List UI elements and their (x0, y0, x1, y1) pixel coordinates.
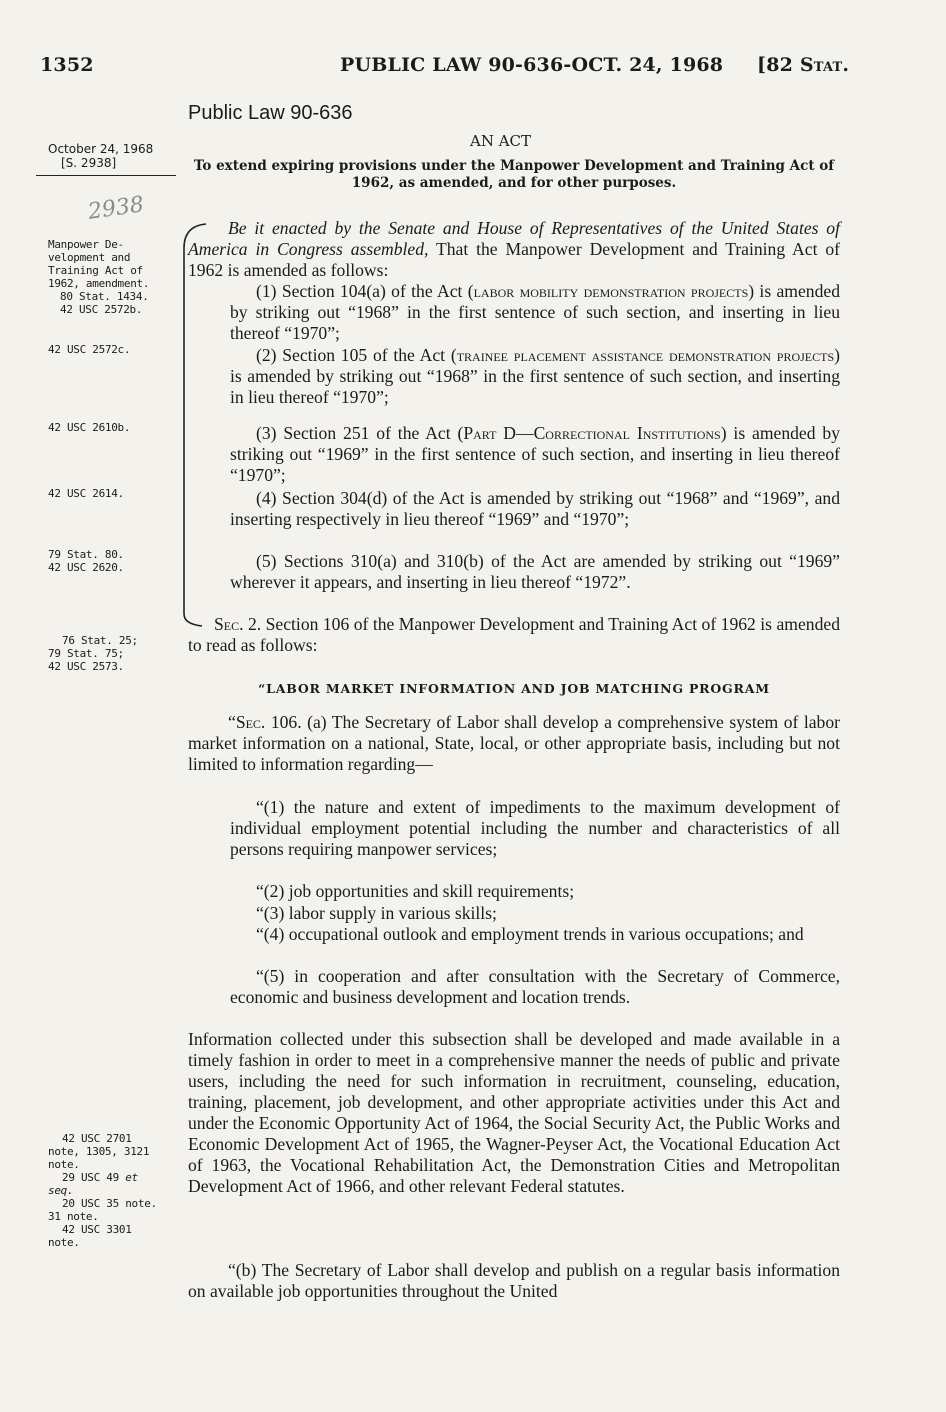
quote-mark: “ (228, 712, 236, 732)
note-line: 42 USC 2572c. (48, 343, 131, 356)
note-line: 79 Stat. 75; (48, 647, 124, 660)
note-line: 42 USC 2620. (48, 561, 124, 574)
information-paragraph: Information collected under this subsection shall be developed and made available in a timely fashion in order to meet in a comprehensive manner the needs of public and private users, including the need for such information in recruitment, counseling, education, training, placement, job development, and other appropriate activities under this Act and under the Economic Opportunity Act of 1964, the Social Security Act, the Public Works and Economic Development Act of 1965, the Wagner-Peyser Act, the Vocational Education Act of 1963, the Vocational Rehabilitation Act, the Demonstration Cities and Metropolitan Development Act of 1966, and other relevant Federal statutes. (188, 1029, 840, 1196)
margin-note-manpower (48, 238, 182, 316)
note-line: 20 USC 35 note. (62, 1197, 157, 1210)
section-106a (188, 712, 840, 775)
section-text: 2. Section 106 of the Manpower Development and Training Act of 1962 is amended to read as follows: (188, 614, 840, 655)
note-line: 42 USC 2572b. (60, 303, 143, 316)
bill-number: [S. 2938] (61, 156, 117, 170)
note-line (48, 1184, 182, 1197)
note-line: 42 USC 2701 (62, 1132, 132, 1145)
note-line: note. (48, 1158, 80, 1171)
note-line: note, 1305, 3121 (48, 1145, 150, 1158)
section-label: Sec. (235, 712, 266, 732)
section-label: Sec. (214, 614, 244, 634)
subitem-1: “(1) the nature and extent of impediments to the maximum development of individual employment potential including the number and characteristics of all persons requiring manpower services; (230, 797, 840, 859)
note-line: note. (48, 1236, 80, 1249)
margin-note-2610b (48, 421, 182, 434)
note-line: Training Act of (48, 264, 143, 277)
handwritten-annotation: 2938 (86, 192, 146, 225)
note-line: 42 USC 2573. (48, 660, 124, 673)
margin-rule (36, 175, 176, 176)
margin-note-2572c (48, 343, 182, 356)
paragraph-b: “(b) The Secretary of Labor shall develop and publish on a regular basis information on available job opportunities throughout the United (188, 1260, 840, 1301)
note-line: 1962, amendment. (48, 277, 150, 290)
item-smallcaps: Part D—Correctional Institutions (463, 423, 721, 443)
enacting-italic: Be it enacted by the Senate and House of Representatives of the United States of America in Congress assembled, (188, 218, 840, 259)
item-text: ) is amended by striking out “1968” in the first sentence of such section, and inserting in lieu thereof “1970”; (230, 345, 840, 407)
margin-note-2620 (48, 548, 182, 574)
note-italic: seq. (48, 1184, 74, 1197)
margin-date: October 24, 1968 (48, 142, 154, 156)
item-text: (2) Section 105 of the Act ( (256, 345, 457, 365)
note-line: 31 note. (48, 1210, 99, 1223)
statute-bracket: [82 (757, 54, 794, 76)
note-line: 80 Stat. 1434. (60, 290, 149, 303)
statute-reference (757, 54, 849, 76)
note-line: 42 USC 3301 (62, 1223, 132, 1236)
item-text: ) is amended by striking out “1969” in the first sentence of such section, and inserting in lieu thereof “1970”; (230, 423, 840, 485)
act-label: AN ACT (470, 132, 532, 150)
item-text: (1) Section 104(a) of the Act ( (256, 281, 474, 301)
note-line: 42 USC 2610b. (48, 421, 131, 434)
note-text: 29 USC 49 (62, 1171, 126, 1184)
law-title: Public Law 90-636 (188, 102, 353, 124)
subitem-5: “(5) in cooperation and after consultation with the Secretary of Commerce, economic and business development and location trends. (230, 966, 840, 1007)
enacting-text: That the Manpower Development and Training Act of 1962 is amended as follows: (188, 239, 840, 280)
note-line: 79 Stat. 80. (48, 548, 124, 561)
note-line: Manpower De- (48, 238, 124, 251)
section-2 (188, 614, 840, 656)
amendment-item-4: (4) Section 304(d) of the Act is amended by striking out “1968” and “1969”, and inserting respectively in lieu thereof “1969” and “1970”; (230, 488, 840, 529)
amendment-item-2 (230, 345, 840, 408)
subitem-3: “(3) labor supply in various skills; (256, 903, 497, 923)
item-text: (3) Section 251 of the Act ( (256, 423, 464, 443)
item-smallcaps: labor mobility demonstration projects (473, 281, 749, 301)
act-purpose: To extend expiring provisions under the Manpower Development and Training Act of 1962, as amended, and for other purposes. (193, 158, 835, 191)
item-smallcaps: trainee placement assistance demonstration projects (456, 345, 835, 365)
page-number: 1352 (40, 54, 94, 76)
note-line: velopment and (48, 251, 131, 264)
amendment-item-5: (5) Sections 310(a) and 310(b) of the Act are amended by striking out “1969” wherever it appears, and inserting in lieu thereof “1972”. (230, 551, 840, 592)
subitem-4: “(4) occupational outlook and employment trends in various occupations; and (256, 924, 804, 944)
section-heading: “LABOR MARKET INFORMATION AND JOB MATCHING PROGRAM (258, 681, 770, 696)
note-line (48, 1171, 182, 1184)
margin-note-2573 (48, 634, 182, 673)
note-line: 42 USC 2614. (48, 487, 124, 500)
margin-note-2701 (48, 1132, 182, 1249)
enacting-clause (188, 218, 840, 281)
subitem-2: “(2) job opportunities and skill requirements; (256, 881, 575, 901)
section-text: 106. (a) The Secretary of Labor shall develop a comprehensive system of labor market information on a national, State, local, or other appropriate basis, including but not limited to information regarding— (188, 712, 840, 774)
margin-note-2614 (48, 487, 182, 500)
item-text: ) is amended by striking out “1968” in the first sentence of such section, and inserting in lieu thereof “1970”; (230, 281, 840, 343)
amendment-item-1 (230, 281, 840, 344)
statute-abbr: Stat. (799, 54, 850, 76)
amendment-item-3 (230, 423, 840, 486)
running-head: PUBLIC LAW 90-636-OCT. 24, 1968 (340, 54, 724, 76)
note-italic: et (125, 1171, 138, 1184)
note-line: 76 Stat. 25; (62, 634, 138, 647)
